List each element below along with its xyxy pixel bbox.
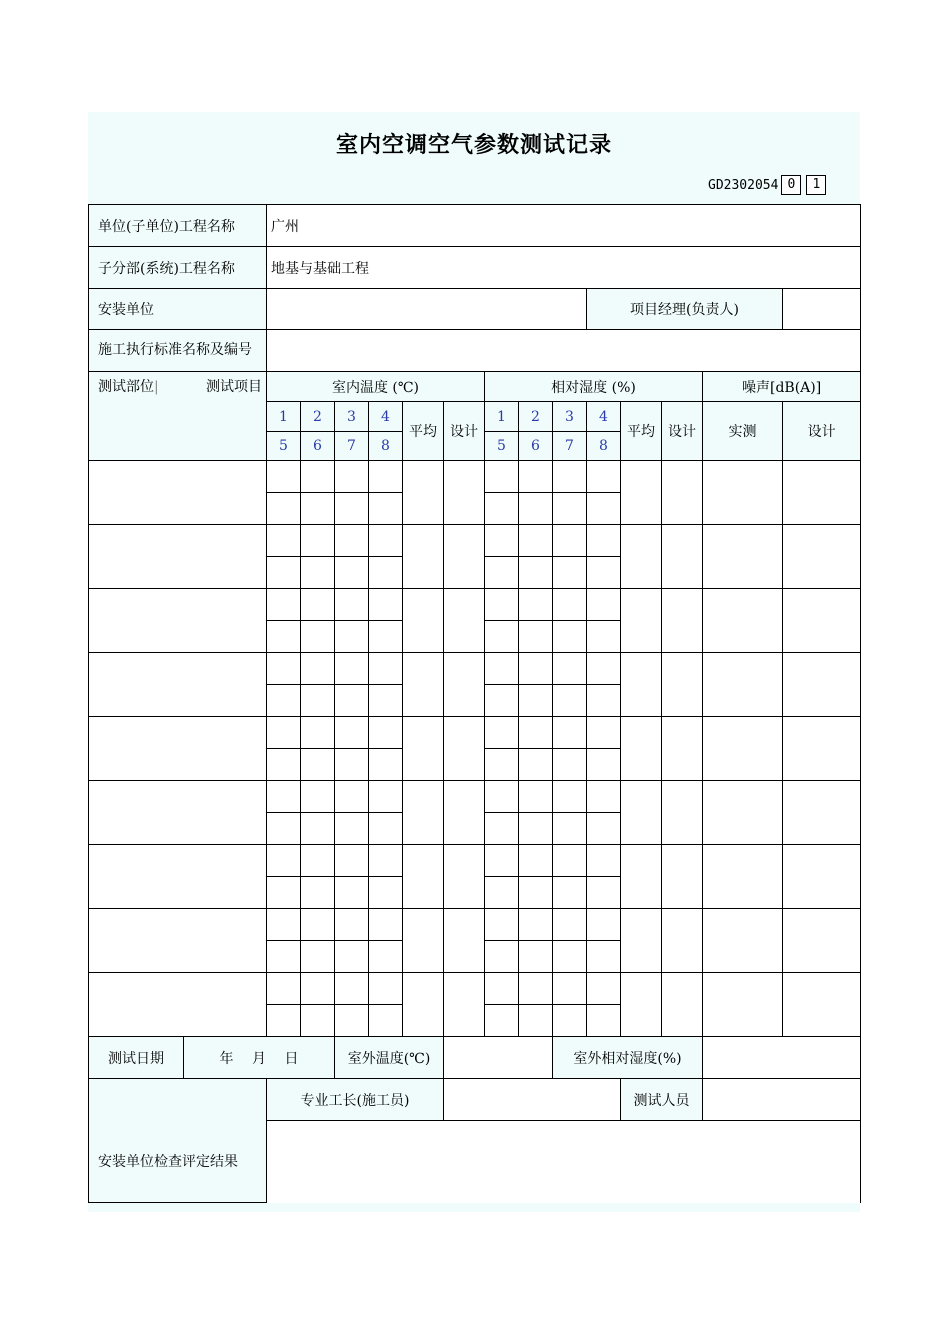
noise-design-cell[interactable] [783, 717, 861, 781]
humidity-design-cell[interactable] [662, 525, 703, 589]
table-row [89, 781, 861, 813]
humidity-reading-cell[interactable] [587, 909, 621, 941]
location-cell[interactable] [89, 781, 267, 845]
humidity-avg-cell[interactable] [621, 781, 662, 845]
humidity-reading-cell[interactable] [485, 749, 519, 781]
noise-actual-cell[interactable] [703, 461, 783, 525]
humidity-reading-cell[interactable] [485, 493, 519, 525]
temp-reading-cell[interactable] [369, 685, 403, 717]
humidity-reading-cell[interactable] [519, 845, 553, 877]
temp-reading-cell[interactable] [335, 621, 369, 653]
outdoor-humidity-label: 室外相对湿度(%) [553, 1037, 703, 1079]
location-cell[interactable] [89, 909, 267, 973]
noise-actual-cell[interactable] [703, 653, 783, 717]
temp-avg-header: 平均 [403, 402, 444, 461]
humidity-reading-cell[interactable] [587, 877, 621, 909]
humidity-point-6: 6 [519, 432, 553, 461]
temp-reading-cell[interactable] [267, 589, 301, 621]
temp-reading-cell[interactable] [267, 941, 301, 973]
humidity-reading-cell[interactable] [553, 525, 587, 557]
temp-reading-cell[interactable] [267, 717, 301, 749]
temp-point-7: 7 [335, 432, 369, 461]
humidity-reading-cell[interactable] [587, 973, 621, 1005]
humidity-reading-cell[interactable] [553, 493, 587, 525]
foreman-label: 专业工长(施工员) [267, 1079, 444, 1121]
humidity-point-4: 4 [587, 402, 621, 432]
temp-reading-cell[interactable] [335, 557, 369, 589]
humidity-reading-cell[interactable] [485, 941, 519, 973]
temp-reading-cell[interactable] [301, 973, 335, 1005]
noise-design-cell[interactable] [783, 461, 861, 525]
humidity-reading-cell[interactable] [587, 525, 621, 557]
noise-actual-cell[interactable] [703, 589, 783, 653]
humidity-point-5: 5 [485, 432, 519, 461]
evaluation-label: 安装单位检查评定结果 [89, 1079, 267, 1203]
standard-label: 施工执行标准名称及编号 [89, 330, 267, 372]
humidity-reading-cell[interactable] [587, 717, 621, 749]
temp-reading-cell[interactable] [267, 845, 301, 877]
test-date-label: 测试日期 [89, 1037, 184, 1079]
humidity-reading-cell[interactable] [587, 493, 621, 525]
temp-reading-cell[interactable] [335, 845, 369, 877]
humidity-reading-cell[interactable] [485, 877, 519, 909]
location-item-header: 测试部位| 测试项目 [89, 372, 267, 461]
humidity-reading-cell[interactable] [587, 813, 621, 845]
temp-reading-cell[interactable] [267, 621, 301, 653]
humidity-reading-cell[interactable] [587, 845, 621, 877]
humidity-avg-header: 平均 [621, 402, 662, 461]
location-label: 测试部位 [98, 379, 154, 395]
humidity-reading-cell[interactable] [519, 653, 553, 685]
temp-reading-cell[interactable] [335, 781, 369, 813]
temp-reading-cell[interactable] [267, 1005, 301, 1037]
noise-design-cell[interactable] [783, 653, 861, 717]
noise-actual-cell[interactable] [703, 717, 783, 781]
temp-reading-cell[interactable] [267, 909, 301, 941]
table-row [89, 973, 861, 1005]
humidity-reading-cell[interactable] [485, 973, 519, 1005]
standard-field[interactable] [267, 330, 861, 372]
temp-reading-cell[interactable] [301, 941, 335, 973]
table-row [89, 589, 861, 621]
humidity-design-cell[interactable] [662, 589, 703, 653]
humidity-reading-cell[interactable] [519, 941, 553, 973]
temp-reading-cell[interactable] [301, 717, 335, 749]
temp-avg-cell[interactable] [403, 973, 444, 1037]
humidity-avg-cell[interactable] [621, 589, 662, 653]
humidity-reading-cell[interactable] [553, 845, 587, 877]
humidity-design-cell[interactable] [662, 781, 703, 845]
humidity-reading-cell[interactable] [553, 781, 587, 813]
humidity-reading-cell[interactable] [553, 909, 587, 941]
table-row [89, 845, 861, 877]
table-row [89, 461, 861, 493]
temp-reading-cell[interactable] [335, 493, 369, 525]
temp-avg-cell[interactable] [403, 461, 444, 525]
temp-reading-cell[interactable] [301, 813, 335, 845]
humidity-design-header: 设计 [662, 402, 703, 461]
temp-point-5: 5 [267, 432, 301, 461]
humidity-reading-cell[interactable] [485, 909, 519, 941]
humidity-point-3: 3 [553, 402, 587, 432]
humidity-reading-cell[interactable] [553, 749, 587, 781]
temp-reading-cell[interactable] [301, 461, 335, 493]
test-date-field[interactable]: 年 月 日 [184, 1037, 335, 1079]
humidity-reading-cell[interactable] [553, 621, 587, 653]
subdivision-name-field[interactable]: 地基与基础工程 [267, 247, 861, 289]
measurement-rows [89, 461, 861, 1037]
project-name-label: 单位(子单位)工程名称 [89, 205, 267, 247]
temp-reading-cell[interactable] [335, 973, 369, 1005]
item-label: 测试项目 [206, 379, 262, 395]
temp-reading-cell[interactable] [301, 781, 335, 813]
outdoor-temp-field[interactable] [444, 1037, 553, 1079]
noise-design-cell[interactable] [783, 973, 861, 1037]
noise-group-header: 噪声[dB(A)] [703, 372, 861, 402]
install-unit-label: 安装单位 [89, 289, 267, 330]
temp-reading-cell[interactable] [301, 525, 335, 557]
noise-design-header: 设计 [783, 402, 861, 461]
temp-reading-cell[interactable] [335, 813, 369, 845]
temp-reading-cell[interactable] [301, 653, 335, 685]
temp-reading-cell[interactable] [301, 909, 335, 941]
temp-reading-cell[interactable] [301, 557, 335, 589]
temp-reading-cell[interactable] [369, 845, 403, 877]
record-table [88, 204, 861, 1203]
temp-design-cell[interactable] [444, 589, 485, 653]
humidity-reading-cell[interactable] [519, 781, 553, 813]
form-code [708, 175, 826, 195]
temp-point-2: 2 [301, 402, 335, 432]
temp-reading-cell[interactable] [267, 461, 301, 493]
temp-avg-cell[interactable] [403, 781, 444, 845]
temp-design-cell[interactable] [444, 525, 485, 589]
humidity-reading-cell[interactable] [587, 589, 621, 621]
location-cell[interactable] [89, 717, 267, 781]
humidity-avg-cell[interactable] [621, 909, 662, 973]
humidity-design-cell[interactable] [662, 461, 703, 525]
location-cell[interactable] [89, 589, 267, 653]
humidity-reading-cell[interactable] [553, 877, 587, 909]
humidity-avg-cell[interactable] [621, 973, 662, 1037]
humidity-reading-cell[interactable] [519, 973, 553, 1005]
temp-reading-cell[interactable] [267, 813, 301, 845]
temp-reading-cell[interactable] [369, 749, 403, 781]
humidity-design-cell[interactable] [662, 653, 703, 717]
temp-reading-cell[interactable] [369, 525, 403, 557]
temp-reading-cell[interactable] [335, 525, 369, 557]
temp-reading-cell[interactable] [335, 653, 369, 685]
humidity-reading-cell[interactable] [553, 653, 587, 685]
humidity-reading-cell[interactable] [519, 589, 553, 621]
temp-reading-cell[interactable] [267, 685, 301, 717]
humidity-avg-cell[interactable] [621, 653, 662, 717]
temp-reading-cell[interactable] [267, 557, 301, 589]
temp-reading-cell[interactable] [369, 717, 403, 749]
location-cell[interactable] [89, 525, 267, 589]
humidity-point-1: 1 [485, 402, 519, 432]
project-name-field[interactable]: 广州 [267, 205, 861, 247]
noise-actual-cell[interactable] [703, 973, 783, 1037]
temp-point-1: 1 [267, 402, 301, 432]
humidity-reading-cell[interactable] [485, 813, 519, 845]
temp-avg-cell[interactable] [403, 653, 444, 717]
temp-reading-cell[interactable] [369, 1005, 403, 1037]
outdoor-humidity-field[interactable] [703, 1037, 861, 1079]
outdoor-temp-label: 室外温度(℃) [335, 1037, 444, 1079]
temp-avg-cell[interactable] [403, 589, 444, 653]
location-cell[interactable] [89, 653, 267, 717]
humidity-avg-cell[interactable] [621, 717, 662, 781]
foreman-field[interactable] [444, 1079, 621, 1121]
temp-group-header: 室内温度 (℃) [267, 372, 485, 402]
temp-reading-cell[interactable] [301, 589, 335, 621]
humidity-reading-cell[interactable] [553, 941, 587, 973]
temp-reading-cell[interactable] [369, 493, 403, 525]
humidity-point-7: 7 [553, 432, 587, 461]
humidity-reading-cell[interactable] [485, 461, 519, 493]
humidity-reading-cell[interactable] [519, 877, 553, 909]
temp-avg-cell[interactable] [403, 845, 444, 909]
temp-reading-cell[interactable] [369, 621, 403, 653]
temp-reading-cell[interactable] [369, 877, 403, 909]
table-row [89, 717, 861, 749]
form-title: 室内空调空气参数测试记录 [335, 133, 612, 158]
noise-design-cell[interactable] [783, 845, 861, 909]
temp-point-6: 6 [301, 432, 335, 461]
humidity-reading-cell[interactable] [485, 717, 519, 749]
humidity-reading-cell[interactable] [587, 653, 621, 685]
humidity-design-cell[interactable] [662, 909, 703, 973]
noise-actual-cell[interactable] [703, 845, 783, 909]
install-unit-field[interactable] [267, 289, 587, 330]
temp-reading-cell[interactable] [267, 877, 301, 909]
humidity-point-8: 8 [587, 432, 621, 461]
humidity-reading-cell[interactable] [485, 589, 519, 621]
temp-reading-cell[interactable] [369, 653, 403, 685]
humidity-reading-cell[interactable] [519, 717, 553, 749]
humidity-reading-cell[interactable] [553, 557, 587, 589]
temp-design-cell[interactable] [444, 653, 485, 717]
temp-reading-cell[interactable] [335, 461, 369, 493]
humidity-reading-cell[interactable] [553, 813, 587, 845]
temp-design-cell[interactable] [444, 461, 485, 525]
tester-label: 测试人员 [621, 1079, 703, 1121]
humidity-reading-cell[interactable] [485, 653, 519, 685]
humidity-reading-cell[interactable] [587, 621, 621, 653]
temp-reading-cell[interactable] [335, 589, 369, 621]
humidity-reading-cell[interactable] [485, 781, 519, 813]
noise-design-cell[interactable] [783, 589, 861, 653]
humidity-design-cell[interactable] [662, 845, 703, 909]
location-cell[interactable] [89, 845, 267, 909]
temp-reading-cell[interactable] [301, 877, 335, 909]
humidity-reading-cell[interactable] [519, 749, 553, 781]
humidity-reading-cell[interactable] [485, 845, 519, 877]
humidity-design-cell[interactable] [662, 973, 703, 1037]
temp-reading-cell[interactable] [335, 717, 369, 749]
temp-design-header: 设计 [444, 402, 485, 461]
temp-reading-cell[interactable] [369, 813, 403, 845]
humidity-reading-cell[interactable] [553, 973, 587, 1005]
temp-reading-cell[interactable] [301, 845, 335, 877]
temp-reading-cell[interactable] [301, 749, 335, 781]
temp-reading-cell[interactable] [301, 621, 335, 653]
temp-reading-cell[interactable] [301, 493, 335, 525]
humidity-reading-cell[interactable] [485, 557, 519, 589]
humidity-reading-cell[interactable] [553, 685, 587, 717]
table-row [89, 525, 861, 557]
subdivision-name-label: 子分部(系统)工程名称 [89, 247, 267, 289]
temp-reading-cell[interactable] [335, 1005, 369, 1037]
temp-design-cell[interactable] [444, 717, 485, 781]
humidity-reading-cell[interactable] [519, 813, 553, 845]
humidity-reading-cell[interactable] [553, 717, 587, 749]
noise-actual-cell[interactable] [703, 525, 783, 589]
temp-avg-cell[interactable] [403, 909, 444, 973]
location-cell[interactable] [89, 973, 267, 1037]
table-row [89, 653, 861, 685]
temp-reading-cell[interactable] [301, 1005, 335, 1037]
humidity-reading-cell[interactable] [485, 621, 519, 653]
humidity-reading-cell[interactable] [553, 1005, 587, 1037]
humidity-reading-cell[interactable] [485, 525, 519, 557]
temp-reading-cell[interactable] [267, 749, 301, 781]
noise-design-cell[interactable] [783, 525, 861, 589]
temp-reading-cell[interactable] [369, 461, 403, 493]
temp-reading-cell[interactable] [369, 589, 403, 621]
temp-reading-cell[interactable] [369, 973, 403, 1005]
form-code-prefix: GD2302054 [708, 177, 779, 193]
temp-reading-cell[interactable] [335, 909, 369, 941]
noise-actual-cell[interactable] [703, 781, 783, 845]
project-manager-field[interactable] [783, 289, 861, 330]
temp-reading-cell[interactable] [335, 685, 369, 717]
humidity-avg-cell[interactable] [621, 845, 662, 909]
humidity-reading-cell[interactable] [519, 685, 553, 717]
temp-design-cell[interactable] [444, 845, 485, 909]
tester-field[interactable] [703, 1079, 861, 1121]
humidity-avg-cell[interactable] [621, 461, 662, 525]
temp-point-4: 4 [369, 402, 403, 432]
temp-reading-cell[interactable] [335, 877, 369, 909]
noise-design-cell[interactable] [783, 909, 861, 973]
humidity-reading-cell[interactable] [587, 781, 621, 813]
temp-reading-cell[interactable] [369, 941, 403, 973]
humidity-reading-cell[interactable] [519, 461, 553, 493]
project-manager-label: 项目经理(负责人) [587, 289, 783, 330]
humidity-reading-cell[interactable] [519, 1005, 553, 1037]
humidity-reading-cell[interactable] [485, 685, 519, 717]
humidity-design-cell[interactable] [662, 717, 703, 781]
temp-avg-cell[interactable] [403, 525, 444, 589]
table-row [89, 909, 861, 941]
noise-actual-header: 实测 [703, 402, 783, 461]
humidity-reading-cell[interactable] [587, 461, 621, 493]
temp-design-cell[interactable] [444, 973, 485, 1037]
temp-reading-cell[interactable] [267, 781, 301, 813]
humidity-reading-cell[interactable] [519, 493, 553, 525]
humidity-reading-cell[interactable] [587, 685, 621, 717]
temp-reading-cell[interactable] [369, 557, 403, 589]
humidity-reading-cell[interactable] [553, 589, 587, 621]
humidity-reading-cell[interactable] [587, 749, 621, 781]
form-code-box-2[interactable]: 1 [806, 175, 826, 195]
humidity-reading-cell[interactable] [553, 461, 587, 493]
humidity-group-header: 相对湿度 (%) [485, 372, 703, 402]
temp-reading-cell[interactable] [335, 749, 369, 781]
temp-point-3: 3 [335, 402, 369, 432]
humidity-reading-cell[interactable] [587, 941, 621, 973]
humidity-reading-cell[interactable] [519, 909, 553, 941]
noise-design-cell[interactable] [783, 781, 861, 845]
humidity-reading-cell[interactable] [519, 557, 553, 589]
temp-reading-cell[interactable] [267, 493, 301, 525]
humidity-reading-cell[interactable] [519, 525, 553, 557]
temp-avg-cell[interactable] [403, 717, 444, 781]
location-cell[interactable] [89, 461, 267, 525]
form-code-box-1[interactable]: 0 [781, 175, 801, 195]
humidity-reading-cell[interactable] [587, 557, 621, 589]
noise-actual-cell[interactable] [703, 909, 783, 973]
temp-reading-cell[interactable] [369, 781, 403, 813]
temp-reading-cell[interactable] [301, 685, 335, 717]
humidity-reading-cell[interactable] [519, 621, 553, 653]
humidity-reading-cell[interactable] [485, 1005, 519, 1037]
temp-reading-cell[interactable] [267, 653, 301, 685]
temp-reading-cell[interactable] [335, 941, 369, 973]
temp-reading-cell[interactable] [267, 973, 301, 1005]
temp-reading-cell[interactable] [369, 909, 403, 941]
humidity-point-2: 2 [519, 402, 553, 432]
temp-design-cell[interactable] [444, 781, 485, 845]
temp-design-cell[interactable] [444, 909, 485, 973]
humidity-reading-cell[interactable] [587, 1005, 621, 1037]
temp-reading-cell[interactable] [267, 525, 301, 557]
humidity-avg-cell[interactable] [621, 525, 662, 589]
evaluation-field[interactable] [267, 1121, 861, 1203]
temp-point-8: 8 [369, 432, 403, 461]
